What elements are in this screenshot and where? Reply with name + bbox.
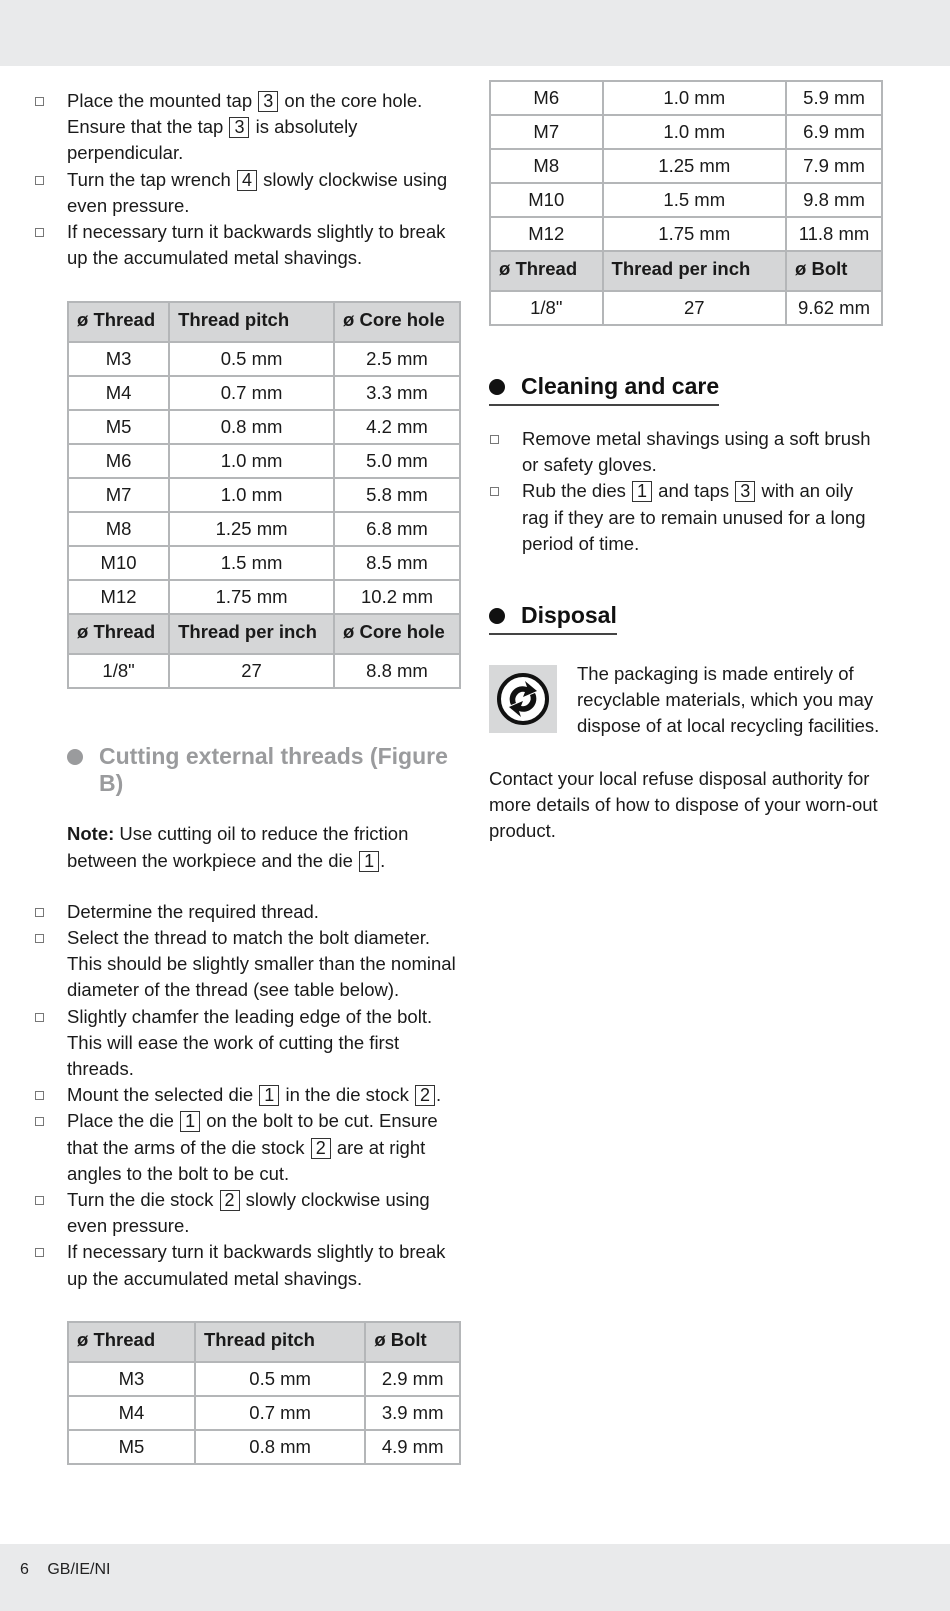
table-cell: 5.0 mm bbox=[334, 444, 460, 478]
table-row bbox=[68, 376, 460, 410]
section-title: Cutting external threads (Figure B) bbox=[99, 743, 448, 797]
table-cell: 6.8 mm bbox=[334, 512, 460, 546]
step-text: slowly clockwise using even pressure. bbox=[67, 1189, 430, 1237]
column-header: Thread per inch bbox=[169, 614, 334, 654]
step-text: Turn the die stock bbox=[67, 1189, 219, 1211]
table-row bbox=[490, 183, 882, 217]
section-heading-external-threads bbox=[67, 743, 461, 797]
list-item bbox=[488, 478, 884, 557]
disposal-contact-text: Contact your local refuse disposal authority for more details of how to dispose of your worn-out product. bbox=[489, 768, 878, 842]
table-header-row bbox=[490, 251, 882, 291]
table-cell: 0.5 mm bbox=[195, 1362, 365, 1396]
list-item bbox=[33, 925, 461, 1004]
step-text: Select the thread to match the bolt diameter. This should be slightly smaller than the nominal diameter of the thread (see table below). bbox=[67, 927, 456, 1001]
part-ref: 1 bbox=[632, 481, 652, 502]
table-row bbox=[68, 1396, 460, 1430]
external-thread-table-continued bbox=[489, 80, 883, 326]
step-text: Slightly chamfer the leading edge of the bolt. This will ease the work of cutting the first threads. bbox=[67, 1005, 433, 1080]
checkbox-bullet-icon bbox=[35, 1091, 44, 1100]
page-footer bbox=[20, 1561, 124, 1579]
step-text: . bbox=[436, 1084, 442, 1106]
table-cell: 1.0 mm bbox=[603, 81, 787, 115]
list-item bbox=[33, 219, 461, 271]
table-cell: 0.8 mm bbox=[169, 410, 334, 444]
part-ref: 2 bbox=[311, 1138, 331, 1159]
header-band bbox=[0, 0, 950, 66]
table-row bbox=[68, 444, 460, 478]
list-item bbox=[33, 1187, 461, 1239]
table-row bbox=[68, 654, 460, 688]
table-cell: 9.62 mm bbox=[786, 291, 882, 325]
table-cell: M8 bbox=[490, 149, 603, 183]
table-cell: 1.75 mm bbox=[603, 217, 787, 251]
table-cell: 3.9 mm bbox=[365, 1396, 460, 1430]
part-ref: 2 bbox=[220, 1190, 240, 1211]
table-cell: M8 bbox=[68, 512, 169, 546]
list-item bbox=[33, 1004, 461, 1083]
part-ref: 3 bbox=[229, 117, 249, 138]
table-cell: M10 bbox=[68, 546, 169, 580]
step-text: Rub the dies bbox=[522, 480, 632, 502]
table-cell: 1.0 mm bbox=[603, 115, 787, 149]
table-cell: 0.7 mm bbox=[169, 376, 334, 410]
note-paragraph bbox=[67, 821, 461, 873]
step-text: Place the mounted tap bbox=[67, 90, 258, 111]
left-column bbox=[67, 88, 461, 1465]
table-cell: M7 bbox=[68, 478, 169, 512]
note-text: Use cutting oil to reduce the friction between the workpiece and the die bbox=[67, 823, 409, 871]
checkbox-bullet-icon bbox=[35, 97, 44, 106]
table-cell: M5 bbox=[68, 1430, 195, 1464]
checkbox-bullet-icon bbox=[490, 435, 499, 444]
table-row bbox=[68, 1430, 460, 1464]
list-item bbox=[33, 1108, 461, 1187]
column-header: ø Bolt bbox=[786, 251, 882, 291]
table-row bbox=[68, 342, 460, 376]
packaging-text: The packaging is made entirely of recyclable materials, which you may dispose of at local recycling facilities. bbox=[577, 663, 880, 737]
note-end: . bbox=[380, 849, 386, 871]
step-text: slowly clockwise using even pressure. bbox=[67, 168, 448, 216]
checkbox-bullet-icon bbox=[35, 1013, 44, 1022]
part-ref: 1 bbox=[359, 851, 379, 872]
table-row bbox=[490, 217, 882, 251]
table-cell: 6.9 mm bbox=[786, 115, 882, 149]
part-ref: 3 bbox=[735, 481, 755, 502]
step-text: on the core hole. Ensure that the tap bbox=[67, 90, 423, 138]
table-row bbox=[68, 410, 460, 444]
step-text: with an oily rag if they are to remain unused for a long period of time. bbox=[522, 480, 866, 554]
part-ref: 1 bbox=[259, 1085, 279, 1106]
column-header: ø Core hole bbox=[334, 302, 460, 342]
table-cell: 2.9 mm bbox=[365, 1362, 460, 1396]
disposal-heading-wrap bbox=[489, 602, 884, 635]
list-item bbox=[33, 899, 461, 925]
table-cell: 8.5 mm bbox=[334, 546, 460, 580]
step-text: If necessary turn it backwards slightly to break up the accumulated metal shavings. bbox=[67, 1241, 446, 1289]
table-header-row bbox=[68, 614, 460, 654]
cleaning-steps-list bbox=[488, 426, 884, 557]
table-cell: 8.8 mm bbox=[334, 654, 460, 688]
table-cell: M7 bbox=[490, 115, 603, 149]
column-header: ø Bolt bbox=[365, 1322, 460, 1362]
checkbox-bullet-icon bbox=[35, 1196, 44, 1205]
table-cell: 2.5 mm bbox=[334, 342, 460, 376]
table-cell: 5.9 mm bbox=[786, 81, 882, 115]
column-header: Thread pitch bbox=[169, 302, 334, 342]
step-text: If necessary turn it backwards slightly to break up the accumulated metal shavings. bbox=[67, 221, 446, 269]
part-ref: 4 bbox=[237, 170, 257, 191]
table-cell: 0.5 mm bbox=[169, 342, 334, 376]
section-heading-cleaning bbox=[489, 373, 719, 406]
bullet-dot-icon bbox=[67, 749, 83, 765]
section-title: Cleaning and care bbox=[521, 373, 720, 399]
footer-band bbox=[0, 1544, 950, 1611]
checkbox-bullet-icon bbox=[35, 1117, 44, 1126]
step-text: and taps bbox=[653, 480, 735, 502]
cleaning-heading-wrap bbox=[489, 373, 884, 406]
table-cell: 7.9 mm bbox=[786, 149, 882, 183]
part-ref: 2 bbox=[415, 1085, 435, 1106]
table-row bbox=[490, 115, 882, 149]
checkbox-bullet-icon bbox=[490, 487, 499, 496]
note-label: Note: bbox=[67, 823, 115, 845]
checkbox-bullet-icon bbox=[35, 1248, 44, 1257]
table-cell: M3 bbox=[68, 1362, 195, 1396]
table-cell: 1.5 mm bbox=[603, 183, 787, 217]
table-cell: M4 bbox=[68, 1396, 195, 1430]
step-text: on the bolt to be cut. Ensure that the arms of the die stock bbox=[67, 1110, 438, 1158]
checkbox-bullet-icon bbox=[35, 908, 44, 917]
table-cell: 1.25 mm bbox=[169, 512, 334, 546]
table-cell: 0.7 mm bbox=[195, 1396, 365, 1430]
table-row bbox=[68, 512, 460, 546]
step-text: are at right angles to the bolt to be cut. bbox=[67, 1136, 426, 1184]
tap-steps-list bbox=[33, 88, 461, 271]
column-header: ø Thread bbox=[68, 1322, 195, 1362]
table-header-row bbox=[68, 302, 460, 342]
table-row bbox=[68, 478, 460, 512]
table-cell: 1/8" bbox=[490, 291, 603, 325]
table-cell: M5 bbox=[68, 410, 169, 444]
disposal-packaging-block bbox=[489, 661, 884, 741]
table-cell: 5.8 mm bbox=[334, 478, 460, 512]
checkbox-bullet-icon bbox=[35, 934, 44, 943]
table-cell: 1/8" bbox=[68, 654, 169, 688]
table-cell: 1.0 mm bbox=[169, 444, 334, 478]
table-cell: M12 bbox=[490, 217, 603, 251]
table-cell: 10.2 mm bbox=[334, 580, 460, 614]
table-cell: 1.75 mm bbox=[169, 580, 334, 614]
list-item bbox=[488, 426, 884, 478]
step-text: in the die stock bbox=[280, 1084, 414, 1106]
page-number: 6 bbox=[20, 1561, 29, 1578]
section-heading-disposal bbox=[489, 602, 617, 635]
table-row bbox=[68, 580, 460, 614]
table-row bbox=[490, 291, 882, 325]
die-steps-list bbox=[33, 899, 461, 1292]
part-ref: 3 bbox=[258, 91, 278, 112]
table-cell: 1.25 mm bbox=[603, 149, 787, 183]
table-cell: 4.2 mm bbox=[334, 410, 460, 444]
table-cell: 3.3 mm bbox=[334, 376, 460, 410]
column-header: ø Thread bbox=[68, 302, 169, 342]
step-text: is absolutely perpendicular. bbox=[67, 116, 358, 164]
table-cell: M3 bbox=[68, 342, 169, 376]
table-cell: 27 bbox=[169, 654, 334, 688]
part-ref: 1 bbox=[180, 1111, 200, 1132]
green-dot-recycling-icon bbox=[489, 665, 557, 733]
table-cell: 9.8 mm bbox=[786, 183, 882, 217]
checkbox-bullet-icon bbox=[35, 176, 44, 185]
column-header: Thread per inch bbox=[603, 251, 787, 291]
locale-label: GB/IE/NI bbox=[47, 1561, 111, 1578]
checkbox-bullet-icon bbox=[35, 228, 44, 237]
table-cell: M4 bbox=[68, 376, 169, 410]
table-row bbox=[68, 1362, 460, 1396]
table-row bbox=[490, 81, 882, 115]
table-row bbox=[490, 149, 882, 183]
bullet-dot-icon bbox=[489, 379, 505, 395]
table-cell: 27 bbox=[603, 291, 787, 325]
table-cell: 1.5 mm bbox=[169, 546, 334, 580]
list-item bbox=[33, 88, 461, 167]
internal-thread-table bbox=[67, 301, 461, 689]
table-cell: 4.9 mm bbox=[365, 1430, 460, 1464]
column-header: ø Core hole bbox=[334, 614, 460, 654]
column-header: ø Thread bbox=[68, 614, 169, 654]
column-header: Thread pitch bbox=[195, 1322, 365, 1362]
section-title: Disposal bbox=[521, 602, 617, 629]
table-cell: 1.0 mm bbox=[169, 478, 334, 512]
table-cell: M6 bbox=[490, 81, 603, 115]
step-text: Place the die bbox=[67, 1110, 180, 1132]
table-cell: M10 bbox=[490, 183, 603, 217]
column-header: ø Thread bbox=[490, 251, 603, 291]
table-cell: M12 bbox=[68, 580, 169, 614]
list-item bbox=[33, 1239, 461, 1291]
step-text: Mount the selected die bbox=[67, 1084, 259, 1106]
step-text: Turn the tap wrench bbox=[67, 168, 236, 190]
right-column bbox=[489, 80, 884, 845]
table-cell: 0.8 mm bbox=[195, 1430, 365, 1464]
list-item bbox=[33, 1082, 461, 1108]
step-text: Determine the required thread. bbox=[67, 900, 319, 922]
table-cell: 11.8 mm bbox=[786, 217, 882, 251]
bullet-dot-icon bbox=[489, 608, 505, 624]
table-header-row bbox=[68, 1322, 460, 1362]
table-row bbox=[68, 546, 460, 580]
table-cell: M6 bbox=[68, 444, 169, 478]
external-thread-table bbox=[67, 1321, 461, 1465]
step-text: Remove metal shavings using a soft brush or safety gloves. bbox=[522, 428, 871, 476]
list-item bbox=[33, 167, 461, 219]
